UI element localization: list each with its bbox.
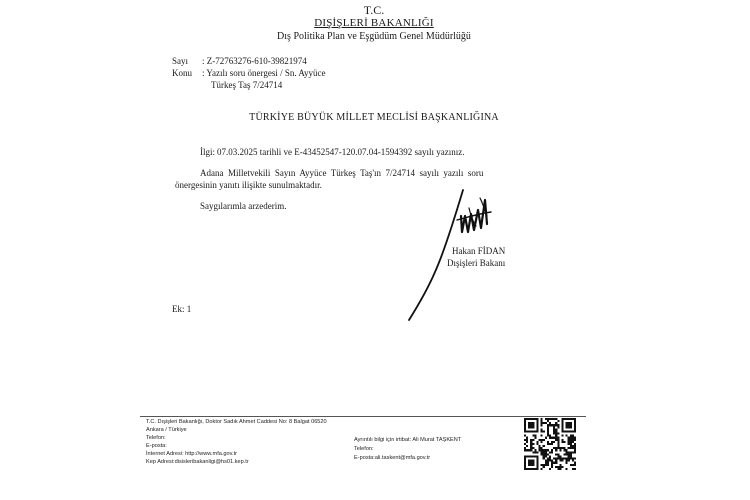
header-directorate: Dış Politika Plan ve Eşgüdüm Genel Müdürlüğü xyxy=(277,31,471,42)
addressee: TÜRKİYE BÜYÜK MİLLET MECLİSİ BAŞKANLIĞINA xyxy=(249,112,499,123)
header-tc: T.C. xyxy=(363,3,385,17)
footer-divider xyxy=(140,416,586,417)
header-ministry: DIŞİŞLERİ BAKANLIĞI xyxy=(314,17,434,29)
footer-contact-telefon: Telefon: xyxy=(354,446,374,452)
paragraph-line-1: Adana Milletvekili Sayın Ayyüce Türkeş Taş'ın 7/24714 sayılı yazılı soru xyxy=(200,168,484,178)
footer-address-line-1: T.C. Dışişleri Bakanlığı, Doktor Sadık Ahmet Caddesi No: 8 Balgat 06520 xyxy=(146,419,327,425)
sayi-label: Sayı xyxy=(172,56,189,66)
qr-code-icon xyxy=(524,418,576,470)
footer-telefon: Telefon: xyxy=(146,435,166,441)
footer-contact-eposta: E-posta:ali.taskent@mfa.gov.tr xyxy=(354,455,431,461)
footer-eposta: E-posta: xyxy=(146,443,167,449)
footer-contact: Ayrıntılı bilgi için irtibat: Ali Murat TAŞKENT xyxy=(354,437,462,443)
konu-value-2: Türkeş Taş 7/24714 xyxy=(211,80,283,90)
ilgi-label: İlgi: xyxy=(200,147,215,157)
konu-label: Konu xyxy=(172,68,192,78)
paragraph-line-2: önergesinin yanıtı ilişikte sunulmaktadır. xyxy=(175,180,322,190)
closing-text: Saygılarımla arzederim. xyxy=(200,201,287,211)
footer-address-line-2: Ankara / Türkiye xyxy=(146,427,187,433)
attachment: Ek: 1 xyxy=(172,304,192,314)
konu-value-1: : Yazılı soru önergesi / Sn. Ayyüce xyxy=(202,68,326,78)
ilgi-text: 07.03.2025 tarihli ve E-43452547-120.07.04-1594392 sayılı yazınız. xyxy=(217,147,465,157)
signatory-title: Dışişleri Bakanı xyxy=(447,258,506,268)
footer-internet: İnternet Adresi: http://www.mfa.gov.tr xyxy=(146,451,237,457)
footer-kep: Kep Adresi:disisleribakanligi@hs01.kep.tr xyxy=(146,459,249,465)
signatory-name: Hakan FİDAN xyxy=(452,246,506,256)
sayi-value: : Z-72763276-610-39821974 xyxy=(202,56,307,66)
